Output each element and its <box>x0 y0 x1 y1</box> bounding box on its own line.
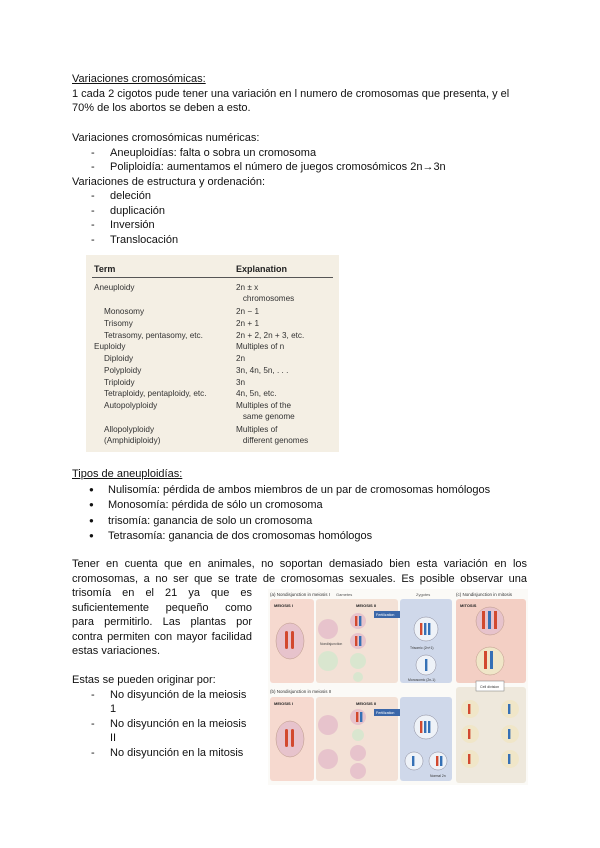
paragraph-line: suficientemente pequeño como <box>72 601 252 614</box>
list-item: - deleción <box>91 189 542 204</box>
paragraph-line: cromosomas, a no ser que se trate de cromosomas sexuales. Es posible observar una <box>72 572 527 585</box>
list-item: ● Monosomía: pérdida de sólo un cromosoma <box>89 498 552 513</box>
section-title: Variaciones cromosómicas numéricas: <box>72 132 260 144</box>
svg-text:MEIOSIS II: MEIOSIS II <box>356 701 377 706</box>
section-title: Tipos de aneuploidías: <box>72 468 183 480</box>
list-item: - Poliploidía: aumentamos el número de juegos cromosómicos 2n→3n <box>91 160 542 175</box>
nondisjunction-figure <box>268 589 528 785</box>
svg-text:Cell division: Cell division <box>480 685 500 689</box>
estructura-list <box>91 189 542 247</box>
zygotes-header: Zygotes <box>416 592 431 597</box>
label-mitosis-nondisjunction: (c) Nondisjunction in mitosis <box>456 592 513 597</box>
list-item: - No disyunción en la mitosis <box>91 746 257 761</box>
list-item: - duplicación <box>91 204 542 219</box>
table-header-explanation: Explanation <box>236 264 288 274</box>
nondisjunction-diagram <box>268 589 528 785</box>
origen-list <box>91 688 257 761</box>
label-meiosis-i-nondisjunction: (a) Nondisjunction in meiosis I <box>270 592 331 597</box>
svg-text:MITOSIS: MITOSIS <box>460 603 477 608</box>
gametes-header: Gametes <box>336 592 353 597</box>
label-meiosis-ii-nondisjunction: (b) Nondisjunction in meiosis II <box>270 689 332 694</box>
svg-text:Fertilization: Fertilization <box>376 613 395 617</box>
section-variaciones <box>72 72 542 116</box>
paragraph-line: para permitirlo. Las plantas por <box>72 616 252 628</box>
tipos-list <box>89 483 552 544</box>
paragraph-line: 1 cada 2 cigotos pude tener una variación en l numero de cromosomas que presenta, y el <box>72 87 510 100</box>
section-title: Variaciones de estructura y ordenación: <box>72 175 266 188</box>
paragraph-line: estas variaciones. <box>72 645 161 657</box>
list-item: - No disyunción en la meiosis II <box>91 717 257 746</box>
list-item: - No disyunción de la meiosis 1 <box>91 688 257 717</box>
svg-text:Monosomic (2n-1): Monosomic (2n-1) <box>408 678 436 682</box>
list-item: ● Nulisomía: pérdida de ambos miembros de un par de cromosomas homólogos <box>89 483 552 498</box>
list-item: - Aneuploidías: falta o sobra un cromosoma <box>91 146 542 161</box>
svg-text:Fertilization: Fertilization <box>376 711 395 715</box>
section-title: Variaciones cromosómicas: <box>72 73 206 85</box>
svg-text:MEIOSIS I: MEIOSIS I <box>274 603 293 608</box>
aneuploidy-term-table: Term Explanation Aneuploidy 2n ± x chromosomes Monosomy 2n − 1 Trisomy 2n + 1 Tetrasomy, pentasomy, etc. 2n + 2, 2n + 3, etc. Euploidy Multiples of n Diploidy 2n Polyploidy 3n, 4n, 5n, . . . Triploidy 3n Tetraploidy, pentaploidy, etc. 4n, 5n, etc. Autopolyploidy Multiples of the same genome Allopolyploidy Multiples of (Amphidiploidy) different genomes <box>86 255 339 452</box>
svg-text:Nondisjunction: Nondisjunction <box>320 642 343 646</box>
section-origen <box>72 673 257 760</box>
list-item: ● trisomía: ganancia de solo un cromosoma <box>89 514 552 529</box>
table-header-term: Term <box>94 264 116 274</box>
section-tipos-aneuploidias <box>72 467 552 544</box>
list-item: - Inversión <box>91 218 542 233</box>
paragraph-animales <box>72 557 527 586</box>
numericas-list <box>91 146 542 175</box>
paragraph-line: contra permiten con mayor facilidad <box>72 630 252 643</box>
list-item: ● Tetrasomía: ganancia de dos cromosomas homólogos <box>89 529 552 544</box>
paragraph-line: 70% de los abortos se deben a esto. <box>72 102 251 114</box>
svg-text:Trisomic (2n+1): Trisomic (2n+1) <box>410 646 434 650</box>
svg-text:Normal 2n: Normal 2n <box>430 774 446 778</box>
list-item: - Translocación <box>91 233 542 248</box>
section-numericas <box>72 131 542 247</box>
paragraph-line: trisomía en el 21 ya que es <box>72 587 252 599</box>
table-divider <box>92 277 333 278</box>
section-title: Estas se pueden originar por: <box>72 674 216 686</box>
svg-text:MEIOSIS II: MEIOSIS II <box>356 603 377 608</box>
paragraph-line: Tener en cuenta que en animales, no soportan demasiado bien esta variación en los <box>72 558 527 570</box>
svg-text:MEIOSIS I: MEIOSIS I <box>274 701 293 706</box>
paragraph-animales-cont <box>72 586 252 659</box>
